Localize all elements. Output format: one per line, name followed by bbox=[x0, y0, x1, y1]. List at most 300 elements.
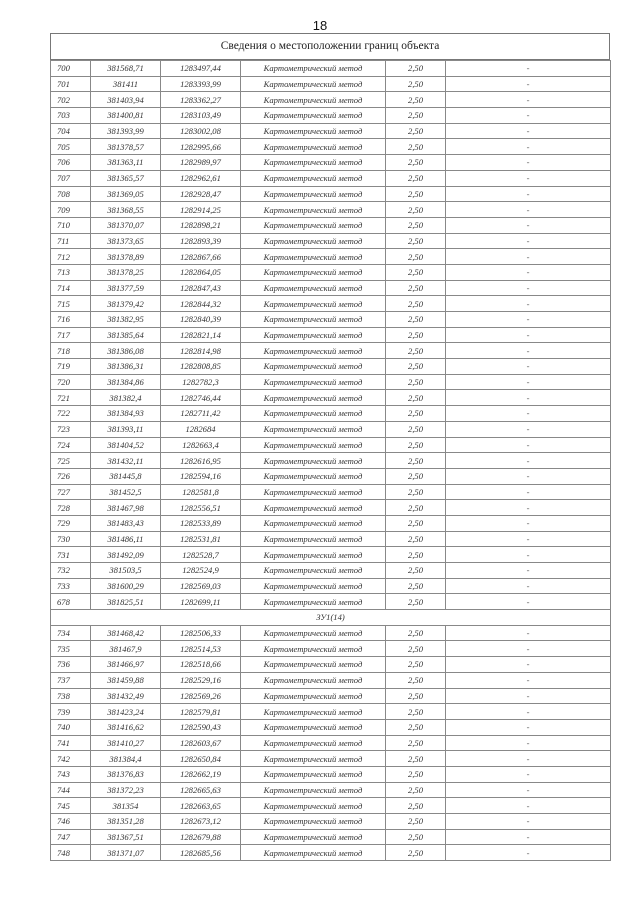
precision-cell: 2,50 bbox=[386, 421, 446, 437]
description-cell: - bbox=[446, 814, 611, 830]
coord-x: 381825,51 bbox=[91, 594, 161, 610]
description-cell: - bbox=[446, 657, 611, 673]
description-cell: - bbox=[446, 453, 611, 469]
coord-x: 381363,11 bbox=[91, 155, 161, 171]
description-cell: - bbox=[446, 170, 611, 186]
method-cell: Картометрический метод bbox=[241, 672, 386, 688]
description-cell: - bbox=[446, 359, 611, 375]
method-cell: Картометрический метод bbox=[241, 515, 386, 531]
method-cell: Картометрический метод bbox=[241, 641, 386, 657]
method-cell: Картометрический метод bbox=[241, 217, 386, 233]
precision-cell: 2,50 bbox=[386, 688, 446, 704]
method-cell: Картометрический метод bbox=[241, 312, 386, 328]
table-row bbox=[51, 672, 611, 688]
precision-cell: 2,50 bbox=[386, 123, 446, 139]
table-row bbox=[51, 719, 611, 735]
coord-y: 1282782,3 bbox=[161, 374, 241, 390]
table-row bbox=[51, 312, 611, 328]
coord-y: 1282663,4 bbox=[161, 437, 241, 453]
coord-y: 1282514,53 bbox=[161, 641, 241, 657]
coordinates-sheet bbox=[50, 34, 610, 861]
coord-x: 381378,25 bbox=[91, 264, 161, 280]
point-number: 735 bbox=[51, 641, 91, 657]
point-number: 713 bbox=[51, 264, 91, 280]
method-cell: Картометрический метод bbox=[241, 421, 386, 437]
coord-x: 381452,5 bbox=[91, 484, 161, 500]
method-cell: Картометрический метод bbox=[241, 155, 386, 171]
precision-cell: 2,50 bbox=[386, 704, 446, 720]
description-cell: - bbox=[446, 296, 611, 312]
point-number: 700 bbox=[51, 61, 91, 77]
method-cell: Картометрический метод bbox=[241, 390, 386, 406]
precision-cell: 2,50 bbox=[386, 531, 446, 547]
point-number: 743 bbox=[51, 766, 91, 782]
precision-cell: 2,50 bbox=[386, 359, 446, 375]
point-number: 730 bbox=[51, 531, 91, 547]
table-row bbox=[51, 123, 611, 139]
point-number: 678 bbox=[51, 594, 91, 610]
section-header-row bbox=[51, 610, 611, 626]
coord-y: 1283497,44 bbox=[161, 61, 241, 77]
description-cell: - bbox=[446, 641, 611, 657]
coord-y: 1282531,81 bbox=[161, 531, 241, 547]
description-cell: - bbox=[446, 155, 611, 171]
description-cell: - bbox=[446, 829, 611, 845]
table-row bbox=[51, 563, 611, 579]
table-row bbox=[51, 531, 611, 547]
coord-y: 1282662,19 bbox=[161, 766, 241, 782]
description-cell: - bbox=[446, 672, 611, 688]
point-number: 746 bbox=[51, 814, 91, 830]
description-cell: - bbox=[446, 374, 611, 390]
coord-y: 1282533,89 bbox=[161, 515, 241, 531]
description-cell: - bbox=[446, 766, 611, 782]
coord-x: 381393,99 bbox=[91, 123, 161, 139]
description-cell: - bbox=[446, 437, 611, 453]
coord-x: 381369,05 bbox=[91, 186, 161, 202]
coord-y: 1282603,67 bbox=[161, 735, 241, 751]
coord-x: 381368,55 bbox=[91, 202, 161, 218]
method-cell: Картометрический метод bbox=[241, 814, 386, 830]
precision-cell: 2,50 bbox=[386, 468, 446, 484]
coordinates-table bbox=[50, 60, 611, 861]
description-cell: - bbox=[446, 625, 611, 641]
table-row bbox=[51, 453, 611, 469]
method-cell: Картометрический метод bbox=[241, 719, 386, 735]
method-cell: Картометрический метод bbox=[241, 92, 386, 108]
precision-cell: 2,50 bbox=[386, 500, 446, 516]
coord-y: 1282679,88 bbox=[161, 829, 241, 845]
coord-x: 381423,24 bbox=[91, 704, 161, 720]
precision-cell: 2,50 bbox=[386, 547, 446, 563]
point-number: 726 bbox=[51, 468, 91, 484]
coord-x: 381367,51 bbox=[91, 829, 161, 845]
coord-y: 1282893,39 bbox=[161, 233, 241, 249]
description-cell: - bbox=[446, 688, 611, 704]
table-row bbox=[51, 500, 611, 516]
table-row bbox=[51, 155, 611, 171]
point-number: 747 bbox=[51, 829, 91, 845]
coord-y: 1282569,03 bbox=[161, 578, 241, 594]
coord-x: 381411 bbox=[91, 76, 161, 92]
point-number: 720 bbox=[51, 374, 91, 390]
description-cell: - bbox=[446, 108, 611, 124]
description-cell: - bbox=[446, 531, 611, 547]
coord-y: 1282808,85 bbox=[161, 359, 241, 375]
coord-x: 381400,81 bbox=[91, 108, 161, 124]
point-number: 736 bbox=[51, 657, 91, 673]
table-row bbox=[51, 202, 611, 218]
coord-x: 381384,4 bbox=[91, 751, 161, 767]
precision-cell: 2,50 bbox=[386, 264, 446, 280]
coord-x: 381384,93 bbox=[91, 406, 161, 422]
table-row bbox=[51, 641, 611, 657]
point-number: 701 bbox=[51, 76, 91, 92]
point-number: 718 bbox=[51, 343, 91, 359]
method-cell: Картометрический метод bbox=[241, 406, 386, 422]
description-cell: - bbox=[446, 249, 611, 265]
description-cell: - bbox=[446, 233, 611, 249]
table-row bbox=[51, 390, 611, 406]
table-row bbox=[51, 233, 611, 249]
coord-y: 1282821,14 bbox=[161, 327, 241, 343]
precision-cell: 2,50 bbox=[386, 578, 446, 594]
point-number: 722 bbox=[51, 406, 91, 422]
coord-x: 381351,28 bbox=[91, 814, 161, 830]
precision-cell: 2,50 bbox=[386, 845, 446, 861]
coord-x: 381385,64 bbox=[91, 327, 161, 343]
method-cell: Картометрический метод bbox=[241, 845, 386, 861]
description-cell: - bbox=[446, 547, 611, 563]
description-cell: - bbox=[446, 421, 611, 437]
table-row bbox=[51, 829, 611, 845]
coord-y: 1283362,27 bbox=[161, 92, 241, 108]
table-row bbox=[51, 92, 611, 108]
description-cell: - bbox=[446, 92, 611, 108]
precision-cell: 2,50 bbox=[386, 296, 446, 312]
coord-y: 1282579,81 bbox=[161, 704, 241, 720]
coord-y: 1282864,05 bbox=[161, 264, 241, 280]
coord-y: 1282524,9 bbox=[161, 563, 241, 579]
method-cell: Картометрический метод bbox=[241, 139, 386, 155]
point-number: 738 bbox=[51, 688, 91, 704]
precision-cell: 2,50 bbox=[386, 155, 446, 171]
precision-cell: 2,50 bbox=[386, 233, 446, 249]
coord-x: 381365,57 bbox=[91, 170, 161, 186]
coord-y: 1282685,56 bbox=[161, 845, 241, 861]
coord-y: 1282569,26 bbox=[161, 688, 241, 704]
description-cell: - bbox=[446, 312, 611, 328]
page-number: 18 bbox=[312, 18, 328, 33]
coord-y: 1282962,61 bbox=[161, 170, 241, 186]
precision-cell: 2,50 bbox=[386, 782, 446, 798]
precision-cell: 2,50 bbox=[386, 515, 446, 531]
table-row bbox=[51, 61, 611, 77]
precision-cell: 2,50 bbox=[386, 484, 446, 500]
point-number: 711 bbox=[51, 233, 91, 249]
coord-x: 381410,27 bbox=[91, 735, 161, 751]
table-row bbox=[51, 657, 611, 673]
coord-y: 1282914,25 bbox=[161, 202, 241, 218]
point-number: 737 bbox=[51, 672, 91, 688]
table-row bbox=[51, 421, 611, 437]
method-cell: Картометрический метод bbox=[241, 359, 386, 375]
method-cell: Картометрический метод bbox=[241, 563, 386, 579]
description-cell: - bbox=[446, 751, 611, 767]
method-cell: Картометрический метод bbox=[241, 123, 386, 139]
precision-cell: 2,50 bbox=[386, 61, 446, 77]
precision-cell: 2,50 bbox=[386, 798, 446, 814]
point-number: 715 bbox=[51, 296, 91, 312]
table-row bbox=[51, 359, 611, 375]
method-cell: Картометрический метод bbox=[241, 453, 386, 469]
coord-y: 1283002,08 bbox=[161, 123, 241, 139]
method-cell: Картометрический метод bbox=[241, 249, 386, 265]
description-cell: - bbox=[446, 735, 611, 751]
coord-x: 381370,07 bbox=[91, 217, 161, 233]
table-body bbox=[51, 61, 611, 861]
method-cell: Картометрический метод bbox=[241, 829, 386, 845]
method-cell: Картометрический метод bbox=[241, 766, 386, 782]
coord-y: 1282663,65 bbox=[161, 798, 241, 814]
coord-y: 1282518,66 bbox=[161, 657, 241, 673]
table-row bbox=[51, 437, 611, 453]
point-number: 708 bbox=[51, 186, 91, 202]
coord-y: 1282665,63 bbox=[161, 782, 241, 798]
table-row bbox=[51, 547, 611, 563]
precision-cell: 2,50 bbox=[386, 406, 446, 422]
description-cell: - bbox=[446, 217, 611, 233]
coord-y: 1282529,16 bbox=[161, 672, 241, 688]
precision-cell: 2,50 bbox=[386, 202, 446, 218]
table-row bbox=[51, 374, 611, 390]
method-cell: Картометрический метод bbox=[241, 61, 386, 77]
description-cell: - bbox=[446, 343, 611, 359]
coord-y: 1282746,44 bbox=[161, 390, 241, 406]
coord-x: 381467,9 bbox=[91, 641, 161, 657]
coord-x: 381393,11 bbox=[91, 421, 161, 437]
table-row bbox=[51, 468, 611, 484]
coord-y: 1282650,84 bbox=[161, 751, 241, 767]
coord-x: 381600,29 bbox=[91, 578, 161, 594]
table-row bbox=[51, 76, 611, 92]
coord-x: 381386,31 bbox=[91, 359, 161, 375]
point-number: 725 bbox=[51, 453, 91, 469]
table-row bbox=[51, 484, 611, 500]
method-cell: Картометрический метод bbox=[241, 484, 386, 500]
precision-cell: 2,50 bbox=[386, 563, 446, 579]
method-cell: Картометрический метод bbox=[241, 343, 386, 359]
table-row bbox=[51, 704, 611, 720]
table-row bbox=[51, 327, 611, 343]
coord-y: 1282995,66 bbox=[161, 139, 241, 155]
coord-x: 381445,8 bbox=[91, 468, 161, 484]
precision-cell: 2,50 bbox=[386, 829, 446, 845]
precision-cell: 2,50 bbox=[386, 108, 446, 124]
table-row bbox=[51, 766, 611, 782]
precision-cell: 2,50 bbox=[386, 312, 446, 328]
coord-y: 1282867,66 bbox=[161, 249, 241, 265]
description-cell: - bbox=[446, 468, 611, 484]
coord-y: 1282898,21 bbox=[161, 217, 241, 233]
description-cell: - bbox=[446, 264, 611, 280]
coord-y: 1282673,12 bbox=[161, 814, 241, 830]
description-cell: - bbox=[446, 798, 611, 814]
precision-cell: 2,50 bbox=[386, 327, 446, 343]
method-cell: Картометрический метод bbox=[241, 202, 386, 218]
precision-cell: 2,50 bbox=[386, 217, 446, 233]
coord-x: 381372,23 bbox=[91, 782, 161, 798]
method-cell: Картометрический метод bbox=[241, 704, 386, 720]
method-cell: Картометрический метод bbox=[241, 108, 386, 124]
point-number: 714 bbox=[51, 280, 91, 296]
coord-x: 381568,71 bbox=[91, 61, 161, 77]
method-cell: Картометрический метод bbox=[241, 233, 386, 249]
point-number: 705 bbox=[51, 139, 91, 155]
point-number: 731 bbox=[51, 547, 91, 563]
table-row bbox=[51, 139, 611, 155]
coord-y: 1282684 bbox=[161, 421, 241, 437]
coord-x: 381503,5 bbox=[91, 563, 161, 579]
method-cell: Картометрический метод bbox=[241, 76, 386, 92]
description-cell: - bbox=[446, 500, 611, 516]
precision-cell: 2,50 bbox=[386, 594, 446, 610]
description-cell: - bbox=[446, 782, 611, 798]
description-cell: - bbox=[446, 61, 611, 77]
description-cell: - bbox=[446, 139, 611, 155]
point-number: 710 bbox=[51, 217, 91, 233]
method-cell: Картометрический метод bbox=[241, 186, 386, 202]
coord-x: 381371,07 bbox=[91, 845, 161, 861]
table-row bbox=[51, 625, 611, 641]
description-cell: - bbox=[446, 578, 611, 594]
point-number: 702 bbox=[51, 92, 91, 108]
point-number: 741 bbox=[51, 735, 91, 751]
method-cell: Картометрический метод bbox=[241, 468, 386, 484]
table-row bbox=[51, 186, 611, 202]
coord-x: 381483,43 bbox=[91, 515, 161, 531]
coord-x: 381467,98 bbox=[91, 500, 161, 516]
method-cell: Картометрический метод bbox=[241, 657, 386, 673]
coord-x: 381432,49 bbox=[91, 688, 161, 704]
precision-cell: 2,50 bbox=[386, 280, 446, 296]
point-number: 706 bbox=[51, 155, 91, 171]
method-cell: Картометрический метод bbox=[241, 594, 386, 610]
coord-x: 381384,86 bbox=[91, 374, 161, 390]
method-cell: Картометрический метод bbox=[241, 264, 386, 280]
description-cell: - bbox=[446, 390, 611, 406]
table-row bbox=[51, 264, 611, 280]
point-number: 742 bbox=[51, 751, 91, 767]
method-cell: Картометрический метод bbox=[241, 688, 386, 704]
description-cell: - bbox=[446, 76, 611, 92]
method-cell: Картометрический метод bbox=[241, 500, 386, 516]
precision-cell: 2,50 bbox=[386, 625, 446, 641]
table-row bbox=[51, 343, 611, 359]
description-cell: - bbox=[446, 845, 611, 861]
point-number: 733 bbox=[51, 578, 91, 594]
method-cell: Картометрический метод bbox=[241, 547, 386, 563]
precision-cell: 2,50 bbox=[386, 657, 446, 673]
table-row bbox=[51, 845, 611, 861]
point-number: 719 bbox=[51, 359, 91, 375]
precision-cell: 2,50 bbox=[386, 453, 446, 469]
method-cell: Картометрический метод bbox=[241, 280, 386, 296]
coord-y: 1282844,32 bbox=[161, 296, 241, 312]
coord-y: 1282840,39 bbox=[161, 312, 241, 328]
coord-x: 381379,42 bbox=[91, 296, 161, 312]
table-row bbox=[51, 406, 611, 422]
coord-x: 381354 bbox=[91, 798, 161, 814]
coord-x: 381459,88 bbox=[91, 672, 161, 688]
coord-x: 381378,89 bbox=[91, 249, 161, 265]
table-title: Сведения о местоположении границ объекта bbox=[50, 34, 610, 60]
coord-x: 381376,83 bbox=[91, 766, 161, 782]
method-cell: Картометрический метод bbox=[241, 374, 386, 390]
precision-cell: 2,50 bbox=[386, 374, 446, 390]
precision-cell: 2,50 bbox=[386, 186, 446, 202]
table-row bbox=[51, 814, 611, 830]
method-cell: Картометрический метод bbox=[241, 782, 386, 798]
point-number: 712 bbox=[51, 249, 91, 265]
precision-cell: 2,50 bbox=[386, 751, 446, 767]
table-row bbox=[51, 688, 611, 704]
coord-y: 1283103,49 bbox=[161, 108, 241, 124]
table-row bbox=[51, 578, 611, 594]
coord-y: 1282528,7 bbox=[161, 547, 241, 563]
precision-cell: 2,50 bbox=[386, 766, 446, 782]
precision-cell: 2,50 bbox=[386, 390, 446, 406]
precision-cell: 2,50 bbox=[386, 343, 446, 359]
description-cell: - bbox=[446, 123, 611, 139]
coord-y: 1283393,99 bbox=[161, 76, 241, 92]
description-cell: - bbox=[446, 563, 611, 579]
precision-cell: 2,50 bbox=[386, 170, 446, 186]
precision-cell: 2,50 bbox=[386, 641, 446, 657]
description-cell: - bbox=[446, 484, 611, 500]
table-row bbox=[51, 280, 611, 296]
point-number: 704 bbox=[51, 123, 91, 139]
point-number: 703 bbox=[51, 108, 91, 124]
section-label: ЗУ1(14) bbox=[51, 610, 611, 626]
coord-y: 1282616,95 bbox=[161, 453, 241, 469]
description-cell: - bbox=[446, 515, 611, 531]
coord-y: 1282581,8 bbox=[161, 484, 241, 500]
method-cell: Картометрический метод bbox=[241, 296, 386, 312]
table-row bbox=[51, 515, 611, 531]
method-cell: Картометрический метод bbox=[241, 798, 386, 814]
point-number: 729 bbox=[51, 515, 91, 531]
precision-cell: 2,50 bbox=[386, 735, 446, 751]
point-number: 727 bbox=[51, 484, 91, 500]
method-cell: Картометрический метод bbox=[241, 751, 386, 767]
coord-y: 1282928,47 bbox=[161, 186, 241, 202]
description-cell: - bbox=[446, 704, 611, 720]
coord-y: 1282556,51 bbox=[161, 500, 241, 516]
method-cell: Картометрический метод bbox=[241, 170, 386, 186]
point-number: 739 bbox=[51, 704, 91, 720]
description-cell: - bbox=[446, 327, 611, 343]
point-number: 724 bbox=[51, 437, 91, 453]
table-row bbox=[51, 249, 611, 265]
table-row bbox=[51, 170, 611, 186]
table-row bbox=[51, 108, 611, 124]
table-row bbox=[51, 217, 611, 233]
point-number: 745 bbox=[51, 798, 91, 814]
precision-cell: 2,50 bbox=[386, 437, 446, 453]
table-row bbox=[51, 751, 611, 767]
coord-y: 1282847,43 bbox=[161, 280, 241, 296]
